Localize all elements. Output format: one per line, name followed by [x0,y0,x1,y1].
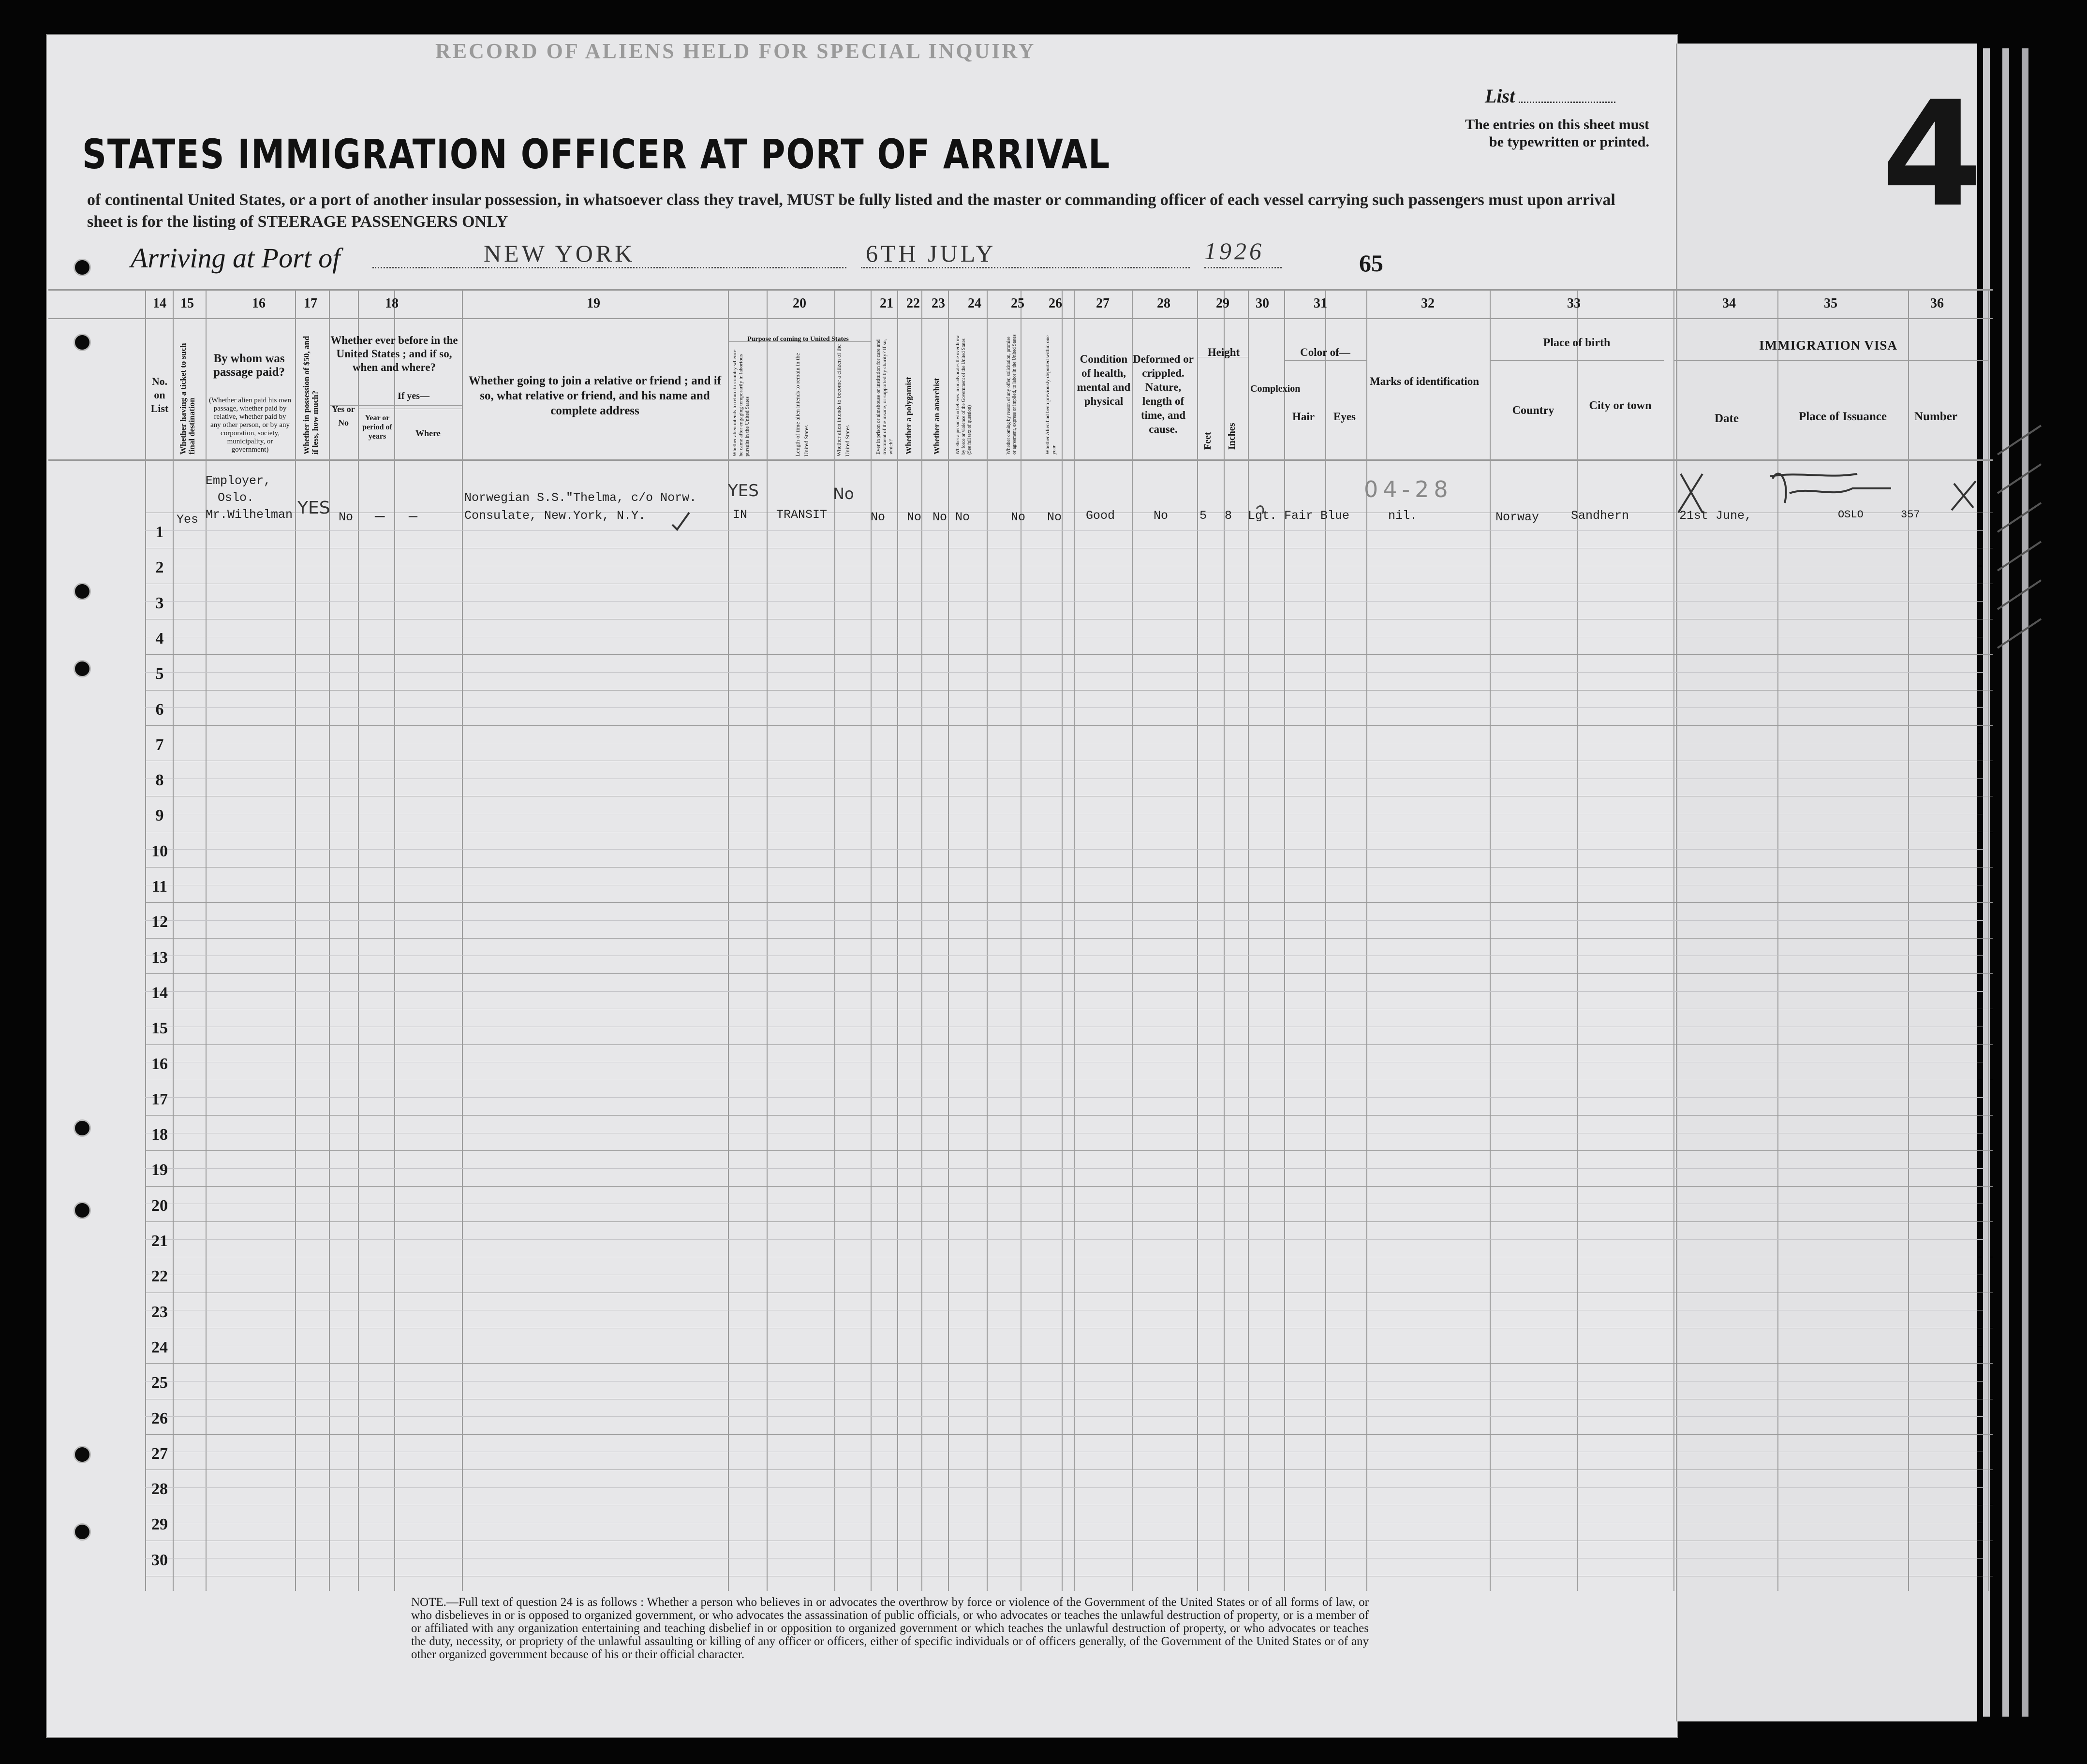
subtitle-line-2: sheet is for the listing of STEERAGE PASSENGERS ONLY [87,213,508,231]
row-number: 25 [151,1374,168,1392]
hdr-visa-date: Date [1715,412,1739,425]
hdr-ticket: Whether having a ticket to such final destination [178,343,196,455]
row-number: 24 [151,1338,168,1356]
row-number: 22 [151,1267,168,1285]
col-num-32: 32 [1421,296,1435,311]
entry-has-50: YES [297,498,330,518]
entry-citizen-no: No [833,485,854,503]
hdr-health: Condition of health, mental and physical [1077,353,1131,407]
entry-q22: No [907,510,922,524]
hdr-marks: Marks of identification [1369,375,1480,387]
port-value: NEW YORK [484,240,636,267]
row-number: 10 [151,842,168,860]
hdr-immigration-visa: IMMIGRATION VISA [1759,338,1897,353]
entry-q25: No [1011,510,1026,524]
entry-inches: 8 [1225,509,1232,523]
hdr-purpose-citizen: Whether alien intends to become a citizen of the United States [835,344,851,456]
row-number: 29 [151,1515,168,1533]
hdr-q24: Whether a person who believes in or advocates the overthrow by force or violence of the Government of the United States (See full text of question) [955,335,972,455]
col-num-14: 14 [153,296,166,311]
row-number: 6 [155,701,164,719]
binder-hole [74,660,91,677]
row-number: 15 [151,1019,168,1037]
col-num-15: 15 [180,296,194,311]
entry-join-1: Norwegian S.S."Thelma, c/o Norw. [464,491,697,505]
row-number: 17 [151,1090,168,1108]
hdr-joining: Whether going to join a relative or friend ; and if so, what relative or friend, and his name and complete address [468,374,722,417]
row-number: 7 [155,736,164,754]
entry-visa-place: OSLO [1838,509,1864,521]
row-number: 11 [151,878,168,896]
hdr-passage-paid-note: (Whether alien paid his own passage, whether paid by relative, whether paid by any other person, or by any corporation, society, municipality, or government) [209,397,291,454]
col-num-18: 18 [385,296,399,311]
entry-complexion: Lgt. [1248,509,1277,523]
entry-hair: Fair [1284,509,1314,523]
entry-ticket: Yes [177,513,199,527]
binder-hole [74,259,91,276]
sheet-number: 4 [1881,70,1983,239]
row-number: 23 [151,1303,168,1321]
row-number: 16 [151,1055,168,1073]
hdr-eyes: Eyes [1333,411,1356,423]
col-num-31: 31 [1314,296,1327,311]
entry-marks-handwritten: 04-28 [1364,476,1453,502]
entries-note-line-2: be typewritten or printed. [1489,134,1649,150]
hdr-year-period: Year or period of years [362,414,392,441]
row-number: 30 [151,1551,168,1569]
col-num-17: 17 [304,296,317,311]
hdr-visa-place: Place of Issuance [1799,410,1887,423]
entry-visa-date: 21st June, [1679,509,1752,523]
entry-q21: No [871,510,886,524]
col-num-27: 27 [1096,296,1110,311]
row-number: 3 [155,594,164,612]
col-num-28: 28 [1157,296,1170,311]
entry-dash-1: — [375,508,385,526]
entry-ever-before: No [339,510,354,524]
entry-q26: No [1047,510,1062,524]
hdr-country: Country [1512,404,1554,417]
row-number: 1 [155,523,164,541]
binder-hole [74,334,91,351]
row-number: 8 [155,771,164,789]
hdr-q26: Whether Alien had been previously deported within one year [1045,335,1057,455]
hdr-prison: Ever in prison or almshouse or institution for care and treatment of the insane, or supported by charity? If so, which? [875,339,894,455]
hdr-purpose-return: Whether alien intends to return to country whence he came after engaging temporarily in laborious pursuits in the United States [732,350,750,456]
entry-marks: nil. [1388,509,1418,523]
row-number: 26 [151,1410,168,1427]
col-num-26: 26 [1049,296,1062,311]
col-num-34: 34 [1722,296,1736,311]
row-number: 18 [151,1126,168,1144]
binder-hole [74,1523,91,1541]
row-number: 27 [151,1445,168,1463]
hdr-city: City or town [1589,399,1652,412]
hdr-height: Height [1207,346,1240,358]
col-num-25: 25 [1011,296,1024,311]
hdr-no-on-list: No. on List [150,375,169,414]
row-number: 12 [151,913,168,931]
col-num-30: 30 [1256,296,1269,311]
entry-purpose-in: IN [733,508,748,522]
page-count: 65 [1359,250,1383,277]
col-num-33: 33 [1567,296,1581,311]
hdr-q25: Whether coming by reason of any offer, solicitation, promise or agreement, express or implied, to labor in the United States [1006,334,1017,455]
col-num-21: 21 [880,296,893,311]
entry-join-2: Consulate, New.York, N.Y. [464,509,646,523]
entry-city: Sandhern [1571,509,1629,523]
hdr-complexion: Complexion [1250,383,1301,394]
hdr-anarchist: Whether an anarchist [932,378,941,455]
year-value: 1926 [1204,237,1264,265]
hdr-where: Where [415,428,441,438]
hdr-possession-50: Whether in possession of $50, and if less, how much? [302,336,320,455]
hdr-yes-no: Yes or No [332,404,355,427]
entry-paid-by-3: Mr.Wilhelman [206,508,293,522]
page-title: STATES IMMIGRATION OFFICER AT PORT OF ARRIVAL [82,131,1111,178]
entry-q23: No [932,510,947,524]
row-number: 2 [155,559,164,576]
footnote-q24: NOTE.—Full text of question 24 is as follows : Whether a person who believes in or advocates the overthrow by force or violence of the Government of the United States or of all forms of law, or who disbelieves in or is opposed to organized government, or who advocates the assassination of public officials, or who advocates or teaches the unlawful destruction of property, or is a member of or affiliated with any organization entertaining and teaching disbelief in or opposition to organized government or which teaches the unlawful destruction of property, or who advocates or teaches the duty, necessity, or propriety of the unlawful assaulting or killing of any officer or officers, either of specific individuals or of officers generally, of the Government of the United States or of any other organized government because of his or their official character. [411,1596,1369,1661]
entry-paid-by-2: Oslo. [218,491,254,505]
entry-transit: TRANSIT [776,508,828,522]
col-num-16: 16 [252,296,266,311]
entry-country: Norway [1495,510,1539,524]
entry-dash-2: — [409,509,418,525]
row-number: 14 [151,984,168,1002]
row-number: 20 [151,1197,168,1215]
hdr-polygamist: Whether a polygamist [904,377,913,455]
entry-visa-number: 357 [1901,509,1920,521]
subtitle-line-1: of continental United States, or a port of another insular possession, in whatsoever class they travel, MUST be fully listed and the master or commanding officer of each vessel carrying such passengers must upon arrival [87,191,1615,209]
hdr-purpose: Purpose of coming to United States [747,336,849,343]
entry-purpose-yes: YES [728,481,759,500]
col-num-20: 20 [793,296,806,311]
entry-deformed: No [1154,509,1169,523]
hdr-passage-paid: By whom was passage paid? [213,352,285,379]
row-number: 28 [151,1480,168,1498]
cross-mark-left [1678,474,1702,513]
hdr-ever-before: Whether ever before in the United States ; and if so, when and where? [330,334,458,373]
binder-hole [74,1202,91,1219]
binder-hole [74,583,91,600]
row-number: 13 [151,949,168,967]
col-num-19: 19 [587,296,600,311]
hdr-feet: Feet [1202,432,1213,450]
arriving-label: Arriving at Port of [131,242,340,274]
entry-health: Good [1086,509,1115,523]
hdr-deformed: Deformed or crippled. Nature, length of time, and cause. [1133,353,1194,435]
hdr-purpose-length: Length of time alien intends to remain in the United States [794,353,810,456]
date-value: 6TH JULY [866,240,996,267]
binder-hole [74,1446,91,1463]
check-mark [672,513,689,529]
entry-q24: No [955,510,970,524]
hdr-inches: Inches [1227,423,1237,450]
comma-mark [1257,506,1263,514]
cross-mark-right [1952,481,1976,510]
row-number: 5 [155,665,164,683]
col-num-29: 29 [1216,296,1229,311]
hdr-place-of-birth: Place of birth [1543,337,1611,349]
col-num-24: 24 [968,296,981,311]
row-number: 21 [151,1232,168,1250]
row-number: 4 [155,630,164,647]
entry-feet: 5 [1199,509,1207,523]
entries-note-line-1: The entries on this sheet must [1465,117,1649,132]
col-num-22: 22 [906,296,920,311]
row-number: 9 [155,807,164,824]
hdr-visa-number: Number [1914,410,1957,423]
margin-hatching [1998,426,2041,648]
binder-hole [74,1119,91,1137]
entry-paid-by-1: Employer, [206,474,271,488]
row-number: 19 [151,1161,168,1179]
col-num-36: 36 [1930,296,1944,311]
hdr-hair: Hair [1292,411,1315,423]
list-label: List [1485,85,1515,107]
col-num-23: 23 [932,296,945,311]
entry-eyes: Blue [1320,509,1350,523]
signature-mark [1770,474,1891,503]
hdr-if-yes: If yes— [397,391,430,401]
hdr-color-of: Color of— [1300,346,1350,358]
col-num-35: 35 [1824,296,1837,311]
faded-title: RECORD OF ALIENS HELD FOR SPECIAL INQUIRY [435,39,1036,63]
